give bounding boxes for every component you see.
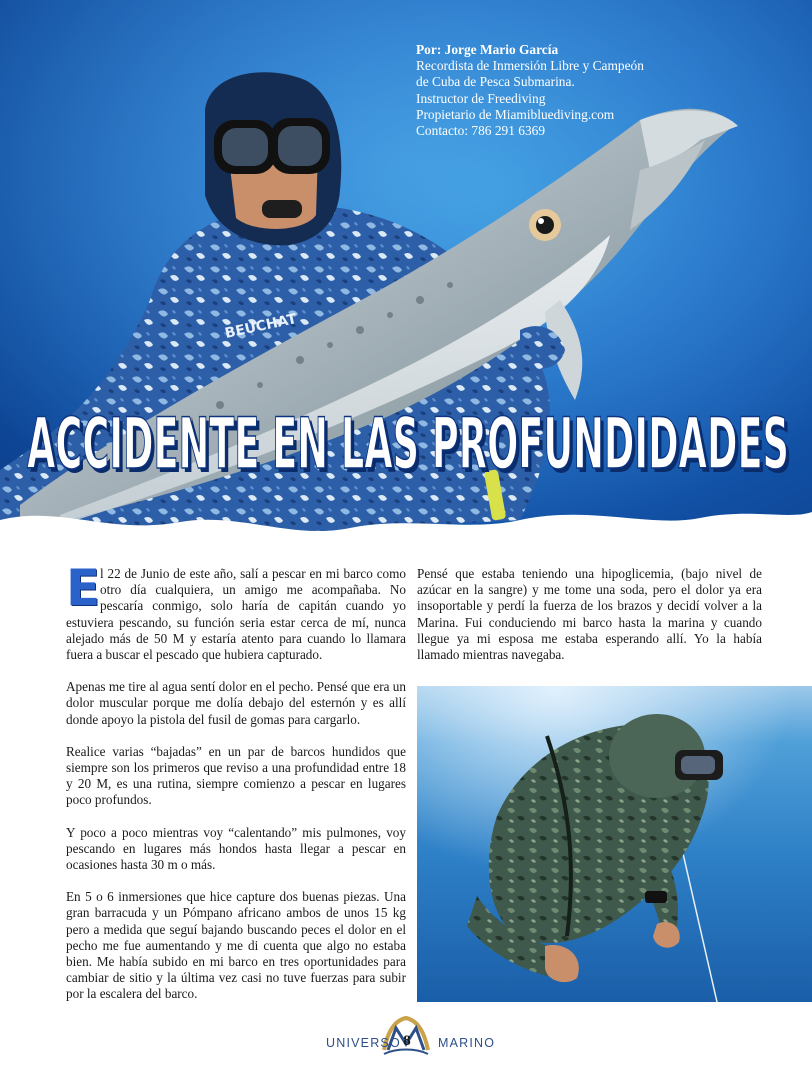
page-number: 8	[403, 1033, 411, 1049]
paragraph-6: Pensé que estaba teniendo una hipoglicemia, (bajo nivel de azúcar en la sangre) y me tome una soda, pero el dolor ya era insoportable y perdí la fuerza de los brazos y decidí volver a la Marina. Fui conduciendo mi barco hasta la marina y cuando llegue ya mi esposa me estaba esperando allí. Yo la había llamado mientras navegaba.	[417, 566, 762, 663]
article-column-left	[66, 559, 406, 1019]
beuchat-print: BEUCHAT	[223, 311, 299, 342]
paragraph-1	[66, 559, 406, 663]
footer-word-marino: MARINO	[438, 1036, 496, 1050]
paragraph-1-text: l 22 de Junio de este año, salí a pescar en mi barco como otro día cualquiera, un amigo me acompañaba. No pescaría conmigo, solo haría de capitán cuando yo estuviera pescando, su función seria estar cerca de mí, nunca alejado más de 50 M y estaría atento para cuando lo llamara fuera a buscar el pescado que hubiera capturado.	[66, 566, 406, 663]
paragraph-4: Y poco a poco mientras voy “calentando” mis pulmones, voy pescando en lugares más hondos hasta llegar a pescar en ocasiones hasta 30 m o más.	[66, 824, 406, 873]
paragraph-2: Apenas me tire al agua sentí dolor en el pecho. Pensé que era un dolor muscular porque me dolía debajo del esternón y es allí donde apoyo la pistola del fusil de gomas para cargarlo.	[66, 679, 406, 727]
headline	[0, 386, 812, 496]
author-byline	[416, 42, 796, 139]
drop-cap: E	[66, 559, 101, 617]
underwater-scene	[417, 686, 812, 1002]
byline-line-4: Propietario de Miamibluediving.com	[416, 106, 615, 122]
byline-line-2: de Cuba de Pesca Submarina.	[416, 74, 575, 90]
underwater-photo	[417, 686, 812, 1002]
article-column-right	[417, 566, 762, 679]
paragraph-3: Realice varias “bajadas” en un par de barcos hundidos que siempre son los primeros que reviso a una profundidad entre 18 y 20 M, es una rutina, siempre comienzo a pescar en lugares poco profundos.	[66, 743, 406, 808]
footer-word-universo: UNIVERSO	[326, 1036, 401, 1050]
paragraph-5: En 5 o 6 inmersiones que hice capture dos buenas piezas. Una gran barracuda y un Pómpano africano ambos de unos 15 kg pero a medida que seguí bajando buscando peces el dolor en el pecho me fue aumentando y me di cuenta que algo no estaba bien. Me había subido en mi barco en tres oportunidades para cambiar de sitio y la última vez casi no tuve fuerzas para subir por la escalera del barco.	[66, 889, 406, 1002]
headline-title: ACCIDENTE EN LAS PROFUNDIDADES	[27, 403, 790, 485]
byline-line-5: Contacto: 786 291 6369	[416, 123, 546, 139]
byline-line-3: Instructor de Freediving	[416, 90, 546, 106]
magazine-footer	[300, 1014, 512, 1064]
byline-line-1: Recordista de Inmersión Libre y Campeón	[416, 58, 644, 74]
author-name: Por: Jorge Mario García	[416, 42, 559, 57]
headline-shadow: ACCIDENTE EN LAS PROFUNDIDADES	[30, 407, 793, 489]
